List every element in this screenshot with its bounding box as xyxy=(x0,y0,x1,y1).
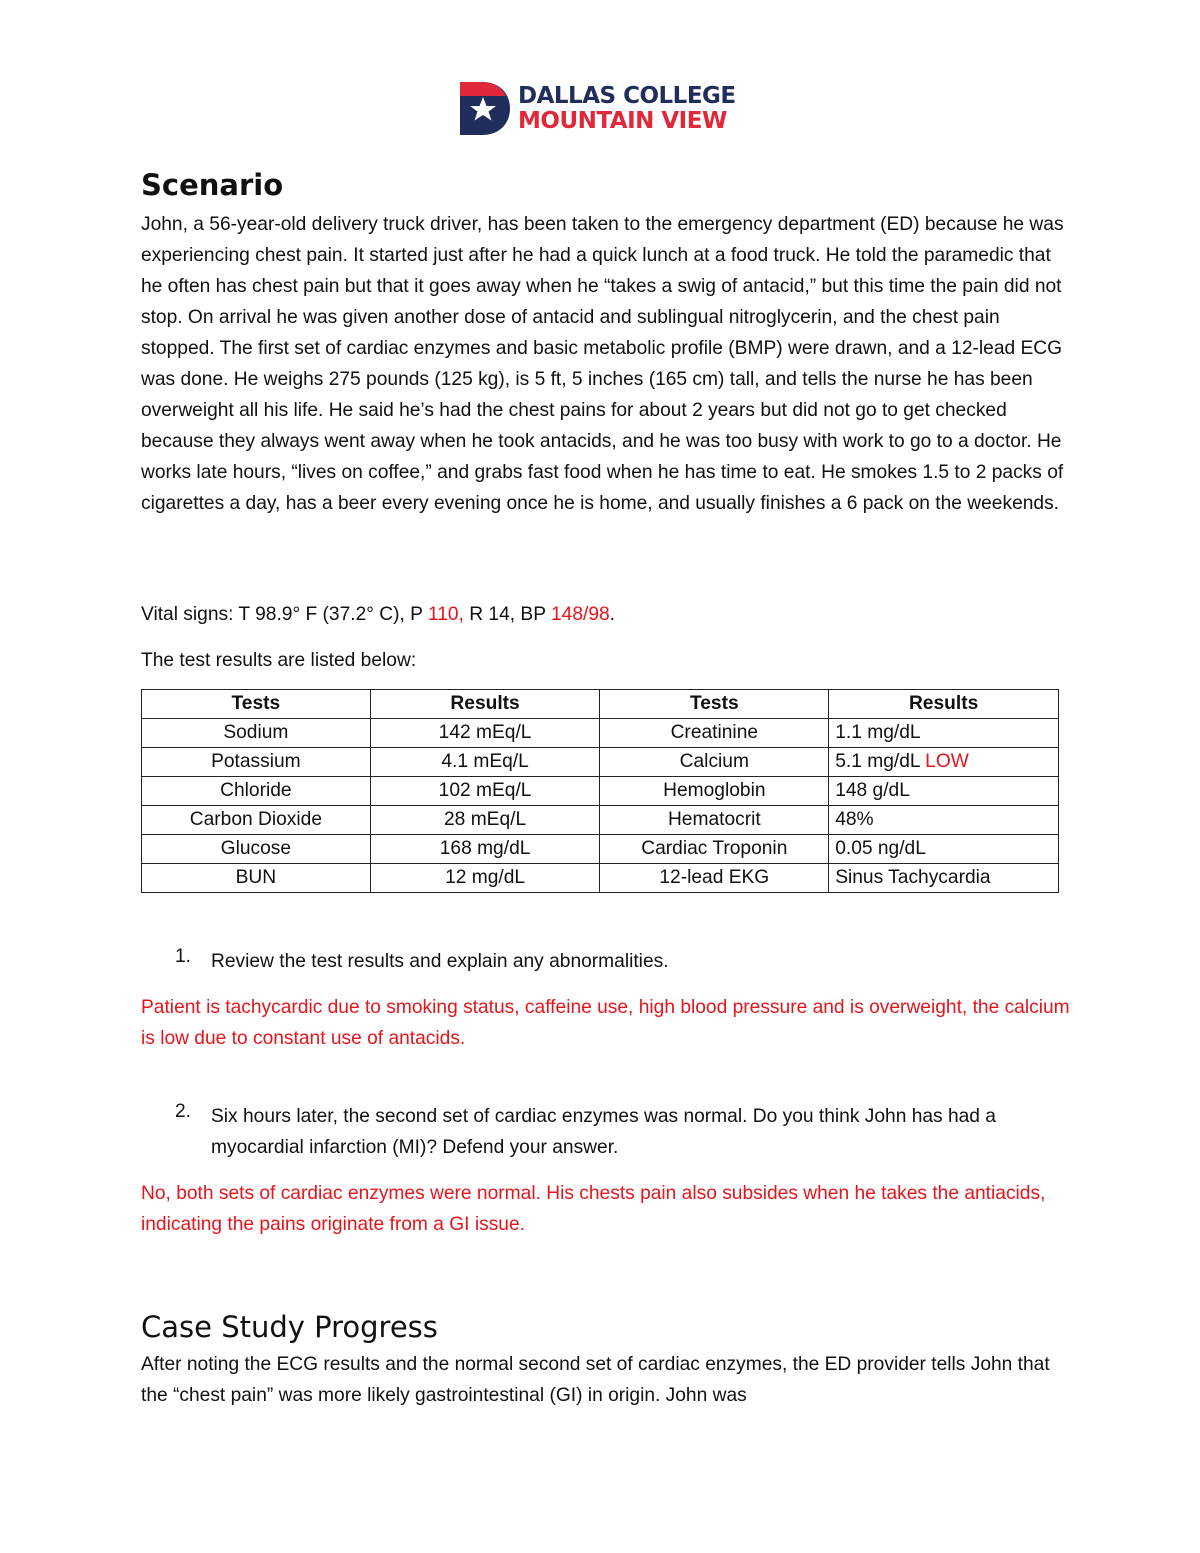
case-study-progress-heading: Case Study Progress xyxy=(141,1310,438,1344)
test-name: Chloride xyxy=(142,777,371,806)
question-2-number: 2. xyxy=(175,1101,192,1122)
logo-line-1: DALLAS COLLEGE xyxy=(518,83,736,109)
table-row xyxy=(142,777,1059,806)
test-results-table xyxy=(141,689,1059,893)
test-result: 168 mg/dL xyxy=(370,835,600,864)
college-logo xyxy=(458,80,748,140)
results-intro: The test results are listed below: xyxy=(141,650,417,671)
test-result: Sinus Tachycardia xyxy=(829,864,1059,893)
table-row xyxy=(142,806,1059,835)
table-header-row xyxy=(142,690,1059,719)
test-result: 102 mEq/L xyxy=(370,777,600,806)
vitals-suffix: . xyxy=(609,604,616,625)
question-1-number: 1. xyxy=(175,946,192,967)
test-name: Sodium xyxy=(142,719,371,748)
case-study-progress-body: After noting the ECG results and the normal second set of cardiac enzymes, the ED provider tells John that the “chest pain” was more likely gastrointestinal (GI) in origin. John was xyxy=(141,1354,1050,1406)
header-results-1: Results xyxy=(370,690,600,719)
table-row xyxy=(142,835,1059,864)
test-name: Creatinine xyxy=(600,719,829,748)
low-flag: LOW xyxy=(925,751,969,772)
test-name: Hematocrit xyxy=(600,806,829,835)
test-name: 12-lead EKG xyxy=(600,864,829,893)
test-name: Carbon Dioxide xyxy=(142,806,371,835)
test-result: 142 mEq/L xyxy=(370,719,600,748)
test-name: Potassium xyxy=(142,748,371,777)
question-1-text: Review the test results and explain any abnormalities. xyxy=(211,951,669,972)
test-result: 12 mg/dL xyxy=(370,864,600,893)
scenario-body: John, a 56-year-old delivery truck driver, has been taken to the emergency department (ED) because he was experiencing chest pain. It started just after he had a quick lunch at a food truck. He told the paramedic that he often has chest pain but that it goes away when he “takes a swig of antacid,” but this time the pain did not stop. On arrival he was given another dose of antacid and sublingual nitroglycerin, and the chest pain stopped. The first set of cardiac enzymes and basic metabolic profile (BMP) were drawn, and a 12-lead ECG was done. He weighs 275 pounds (125 kg), is 5 ft, 5 inches (165 cm) tall, and tells the nurse he has been overweight all his life. He said he’s had the chest pains for about 2 years but did not go to get checked because they always went away when he took antacids, and he was too busy with work to go to a doctor. He works late hours, “lives on coffee,” and grabs fast food when he has time to eat. He smokes 1.5 to 2 packs of cigarettes a day, has a beer every evening once he is home, and usually finishes a 6 pack on the weekends. xyxy=(141,214,1064,514)
vitals-prefix: Vital signs: T 98.9° F (37.2° C), P xyxy=(141,604,428,625)
logo-line-2: MOUNTAIN VIEW xyxy=(518,108,727,134)
test-name: Calcium xyxy=(600,748,829,777)
header-tests-1: Tests xyxy=(142,690,371,719)
vitals-bp: 148/98 xyxy=(550,604,610,625)
scenario-heading: Scenario xyxy=(141,168,284,202)
test-result: 4.1 mEq/L xyxy=(370,748,600,777)
test-name: Hemoglobin xyxy=(600,777,829,806)
test-name: Glucose xyxy=(142,835,371,864)
vital-signs xyxy=(141,599,1071,630)
table-row xyxy=(142,719,1059,748)
header-results-2: Results xyxy=(829,690,1059,719)
dallas-college-d-star-logo-icon xyxy=(458,80,512,137)
vitals-pulse: 110, xyxy=(427,604,464,625)
answer-1: Patient is tachycardic due to smoking status, caffeine use, high blood pressure and is overweight, the calcium is low due to constant use of antacids. xyxy=(141,997,1070,1049)
table-row xyxy=(142,748,1059,777)
table-row xyxy=(142,864,1059,893)
answer-2: No, both sets of cardiac enzymes were normal. His chests pain also subsides when he takes the antiacids, indicating the pains originate from a GI issue. xyxy=(141,1183,1046,1235)
test-result: 48% xyxy=(829,806,1059,835)
test-result: 28 mEq/L xyxy=(370,806,600,835)
test-result: 148 g/dL xyxy=(829,777,1059,806)
test-name: BUN xyxy=(142,864,371,893)
test-result: 5.1 mg/dL LOW xyxy=(829,748,1059,777)
test-result: 0.05 ng/dL xyxy=(829,835,1059,864)
test-result: 1.1 mg/dL xyxy=(829,719,1059,748)
test-name: Cardiac Troponin xyxy=(600,835,829,864)
vitals-middle: R 14, BP xyxy=(463,604,551,625)
header-tests-2: Tests xyxy=(600,690,829,719)
question-2-text: Six hours later, the second set of cardiac enzymes was normal. Do you think John has had a myocardial infarction (MI)? Defend your answer. xyxy=(211,1106,996,1158)
